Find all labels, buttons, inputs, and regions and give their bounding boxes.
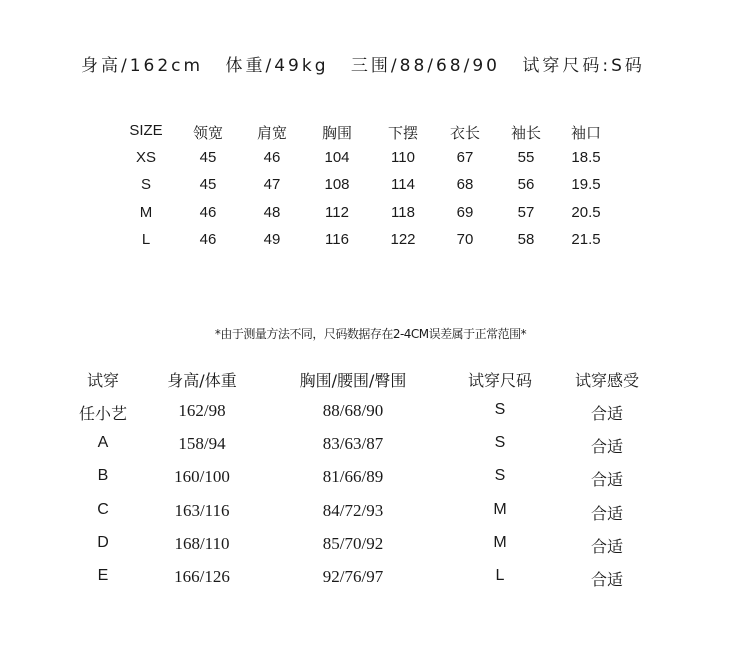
model-weight: 体重/49kg	[225, 56, 329, 76]
cell: 任小艺	[78, 404, 128, 423]
cell: XS	[135, 149, 157, 166]
cell: 合适	[590, 404, 624, 423]
cell: D	[97, 534, 109, 551]
try-on-table-row	[0, 567, 741, 591]
cell: 67	[456, 149, 474, 166]
hem-col-header: 下摆	[387, 124, 419, 142]
try-on-table-row	[0, 501, 741, 525]
cell: 160/100	[174, 467, 230, 486]
cell: 163/116	[174, 501, 230, 520]
cell: 55	[517, 149, 535, 166]
cell: S	[494, 434, 506, 451]
cell: 46	[263, 149, 281, 166]
cell: 18.5	[571, 149, 601, 166]
fit-feeling-col-header: 试穿感受	[574, 371, 640, 390]
model-info-header	[81, 51, 681, 76]
cell: S	[140, 176, 152, 193]
chest-col-header: 胸围	[321, 124, 353, 142]
shoulder-col-header: 肩宽	[256, 124, 288, 142]
cell: 45	[199, 176, 217, 193]
try-on-table-row	[0, 534, 741, 558]
model-measurements: 三围/88/68/90	[350, 56, 500, 76]
cell: L	[141, 231, 151, 248]
cell: M	[493, 501, 507, 518]
cuff-col-header: 袖口	[570, 124, 602, 142]
collar-col-header: 领宽	[192, 124, 224, 142]
cell: 合适	[590, 537, 624, 556]
tester-col-header: 试穿	[86, 371, 120, 390]
cell: 合适	[590, 437, 624, 456]
cell: 70	[456, 231, 474, 248]
cell: S	[494, 401, 506, 418]
cell: 21.5	[571, 231, 601, 248]
cell: 122	[390, 231, 416, 248]
cell: B	[97, 467, 109, 484]
try-on-table-row	[0, 401, 741, 425]
cell: 46	[199, 231, 217, 248]
cell: 84/72/93	[322, 501, 384, 520]
try-on-table-row	[0, 434, 741, 458]
cell: M	[493, 534, 507, 551]
cell: 57	[517, 204, 535, 221]
cell: 110	[391, 149, 415, 166]
cell: 68	[456, 176, 474, 193]
cell: 108	[324, 176, 350, 193]
cell: 88/68/90	[322, 401, 384, 420]
cell: L	[495, 567, 505, 584]
size-col-header: SIZE	[129, 122, 163, 139]
cell: 合适	[590, 504, 624, 523]
model-try-size: 试穿尺码:S码	[522, 56, 645, 76]
cell: S	[494, 467, 506, 484]
cell: 158/94	[178, 434, 226, 453]
cell: 49	[263, 231, 281, 248]
size-table-row	[0, 231, 741, 255]
size-table-row	[0, 176, 741, 200]
cell: 118	[391, 204, 415, 221]
measurement-note: *由于测量方法不同，尺码数据存在2-4CM误差属于正常范围*	[214, 327, 527, 341]
cell: E	[97, 567, 109, 584]
length-col-header: 衣长	[449, 124, 481, 142]
size-table-row	[0, 149, 741, 173]
sleeve-length-col-header: 袖长	[510, 124, 542, 142]
cell: 104	[324, 149, 350, 166]
cell: 92/76/97	[322, 567, 384, 586]
cell: 46	[199, 204, 217, 221]
cell: A	[97, 434, 109, 451]
cell: 83/63/87	[322, 434, 384, 453]
cell: 合适	[590, 570, 624, 589]
cell: 166/126	[174, 567, 230, 586]
cell: 81/66/89	[322, 467, 384, 486]
cell: 162/98	[178, 401, 226, 420]
model-height: 身高/162cm	[81, 56, 204, 76]
cell: 48	[263, 204, 281, 221]
cell: C	[97, 501, 109, 518]
measurements-col-header: 胸围/腰围/臀围	[299, 371, 407, 390]
cell: 56	[517, 176, 535, 193]
try-size-col-header: 试穿尺码	[467, 371, 533, 390]
cell: 20.5	[571, 204, 601, 221]
size-table-header	[0, 122, 741, 146]
try-on-table-row	[0, 467, 741, 491]
cell: 85/70/92	[322, 534, 384, 553]
cell: 69	[456, 204, 474, 221]
cell: M	[139, 204, 153, 221]
cell: 19.5	[571, 176, 601, 193]
size-table-row	[0, 204, 741, 228]
height-weight-col-header: 身高/体重	[167, 371, 237, 390]
cell: 合适	[590, 470, 624, 489]
cell: 114	[391, 176, 415, 193]
cell: 168/110	[174, 534, 230, 553]
cell: 47	[263, 176, 281, 193]
cell: 45	[199, 149, 217, 166]
cell: 58	[517, 231, 535, 248]
cell: 116	[325, 231, 349, 248]
try-on-table-header	[0, 368, 741, 392]
cell: 112	[325, 204, 349, 221]
